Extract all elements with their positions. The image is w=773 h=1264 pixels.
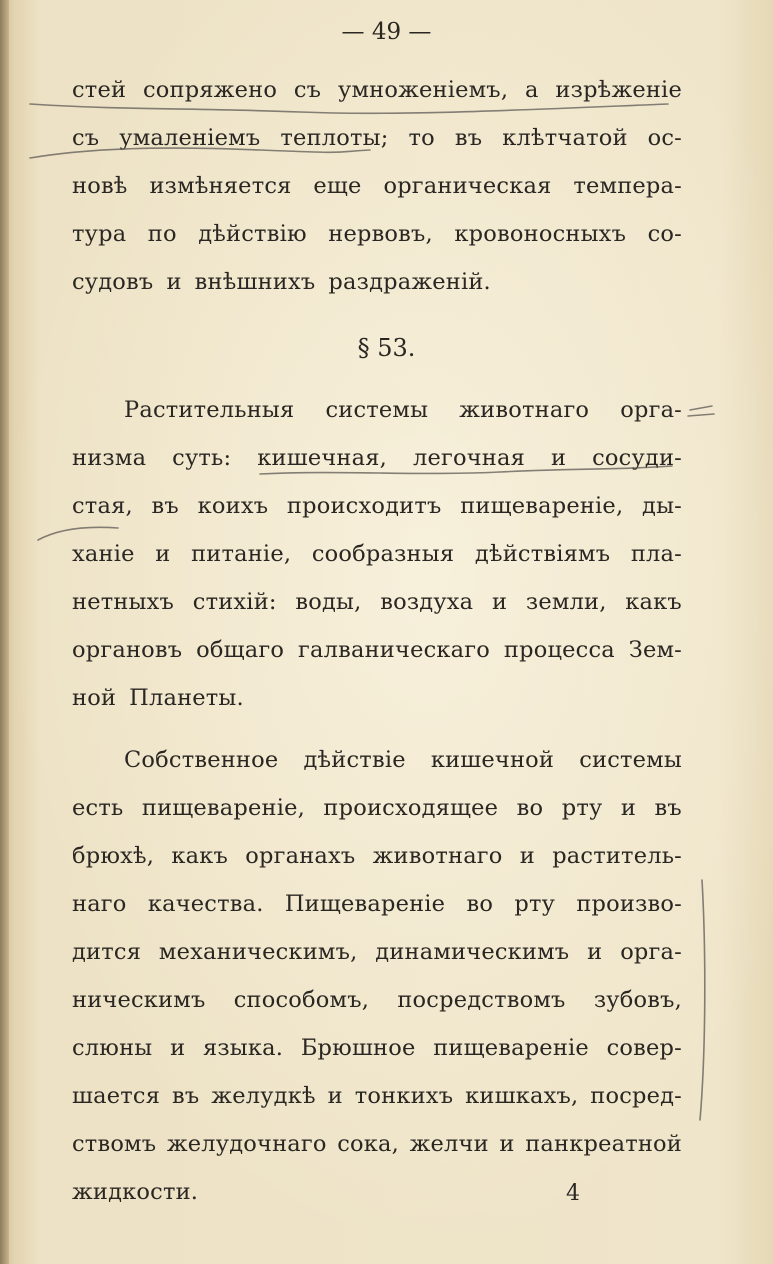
text-line <box>72 832 682 880</box>
word: въ <box>172 1083 200 1109</box>
word: сообразныя <box>311 541 455 567</box>
paragraph-2 <box>72 736 682 1216</box>
word: пищевареніе, <box>460 493 624 519</box>
word: теплоты; <box>280 125 389 151</box>
word: и <box>491 589 508 615</box>
word: стихій: <box>192 589 277 615</box>
word: дѣйствіе <box>303 747 406 773</box>
word: и <box>587 939 603 965</box>
word: и <box>550 445 567 471</box>
word: то <box>408 125 435 151</box>
word: раздраженій. <box>328 269 491 295</box>
word: языка. <box>202 1035 284 1061</box>
pencil-margin-mark <box>688 406 714 416</box>
text-line <box>72 928 682 976</box>
word: органахъ <box>245 843 356 869</box>
word: умаленіемъ <box>119 125 261 151</box>
word: системы <box>325 397 429 423</box>
text-line <box>72 674 682 722</box>
text-line <box>72 114 682 162</box>
word: клѣтчатой <box>502 125 628 151</box>
word: посред- <box>590 1083 682 1109</box>
section-heading: § 53. <box>357 334 416 362</box>
word: кровоносныхъ <box>454 221 627 247</box>
word: ды- <box>642 493 682 519</box>
word: сока, <box>337 1131 400 1157</box>
word: ническимъ <box>72 987 206 1013</box>
word: дѣйствіямъ <box>474 541 611 567</box>
word: Собственное <box>124 747 279 773</box>
word: тонкихъ <box>354 1083 454 1109</box>
word: шается <box>72 1083 161 1109</box>
word: кишкахъ, <box>465 1083 579 1109</box>
word: системы <box>579 747 682 773</box>
word: рту <box>561 795 603 821</box>
text-line <box>72 784 682 832</box>
paragraph-1 <box>72 386 682 722</box>
text-line <box>72 1024 682 1072</box>
word: въ <box>454 125 483 151</box>
word: динамическимъ <box>375 939 570 965</box>
binding-edge <box>0 0 9 1264</box>
word: слюны <box>72 1035 153 1061</box>
word: питаніе, <box>191 541 292 567</box>
word: желудкѣ <box>211 1083 316 1109</box>
word: нервовъ, <box>328 221 433 247</box>
word: стей <box>72 77 127 103</box>
word: брюхѣ, <box>72 843 155 869</box>
word: пищевареніе <box>433 1035 589 1061</box>
word: стая, <box>72 493 133 519</box>
word: процесса <box>503 637 615 663</box>
word: рту <box>514 891 556 917</box>
word: и <box>620 795 637 821</box>
text-line <box>72 880 682 928</box>
word: произво- <box>576 891 682 917</box>
word: есть <box>72 795 124 821</box>
word: изрѣженіе <box>555 77 682 103</box>
word: механическимъ, <box>158 939 358 965</box>
word: происходитъ <box>286 493 442 519</box>
word: какъ <box>171 843 229 869</box>
word: съ <box>293 77 322 103</box>
word: раститель- <box>552 843 682 869</box>
word: происходящее <box>323 795 499 821</box>
word: орга- <box>620 939 682 965</box>
word: земли, <box>525 589 607 615</box>
word: совер- <box>606 1035 682 1061</box>
word: со- <box>647 221 682 247</box>
pencil-margin-bracket <box>700 880 705 1120</box>
text-line <box>72 162 682 210</box>
word: судовъ <box>72 269 154 295</box>
text-line <box>72 386 682 434</box>
word: въ <box>654 795 682 821</box>
word: еще <box>313 173 362 199</box>
word: низма <box>72 445 147 471</box>
word: по <box>147 221 177 247</box>
word: животнаго <box>459 397 590 423</box>
word: желудочнаго <box>166 1131 327 1157</box>
text-line <box>72 210 682 258</box>
word: способомъ, <box>233 987 370 1013</box>
word: воды, <box>295 589 362 615</box>
text-line <box>72 736 682 784</box>
word: органическая <box>383 173 552 199</box>
text-line <box>72 258 682 306</box>
word: тура <box>72 221 127 247</box>
word: Планеты. <box>129 685 244 711</box>
word: пищевареніе, <box>141 795 305 821</box>
word: во <box>466 891 494 917</box>
text-line <box>72 976 682 1024</box>
word: общаго <box>196 637 285 663</box>
word: ос- <box>647 125 682 151</box>
word: Растительныя <box>124 397 295 423</box>
word: сосуди- <box>592 445 682 471</box>
text-line <box>72 1168 682 1216</box>
word: и <box>166 269 182 295</box>
word: Пищевареніе <box>284 891 446 917</box>
word: дѣйствію <box>198 221 307 247</box>
word: умноженіемъ, <box>338 77 509 103</box>
word: коихъ <box>197 493 269 519</box>
word: какъ <box>625 589 682 615</box>
word: органовъ <box>72 637 183 663</box>
word: орга- <box>620 397 682 423</box>
text-line <box>72 66 682 114</box>
word: сопряжено <box>142 77 278 103</box>
word: внѣшнихъ <box>194 269 316 295</box>
word: желчи <box>409 1131 489 1157</box>
word: и <box>170 1035 186 1061</box>
word: галваническаго <box>298 637 491 663</box>
word: легочная <box>412 445 525 471</box>
text-line <box>72 1072 682 1120</box>
word: въ <box>151 493 179 519</box>
word: воздуха <box>380 589 474 615</box>
word: животнаго <box>372 843 503 869</box>
word: и <box>499 1131 515 1157</box>
word: Брюшное <box>300 1035 416 1061</box>
word: панкреатной <box>525 1131 682 1157</box>
word: ствомъ <box>72 1131 157 1157</box>
text-line <box>72 578 682 626</box>
word: дится <box>72 939 142 965</box>
text-line <box>72 482 682 530</box>
word: а <box>524 77 539 103</box>
signature-mark: 4 <box>566 1181 580 1206</box>
word: новѣ <box>72 173 128 199</box>
text-line <box>72 434 682 482</box>
word: Зем- <box>628 637 682 663</box>
page-number: — 49 — <box>341 19 432 45</box>
word: измѣняется <box>149 173 292 199</box>
word: качества. <box>147 891 264 917</box>
word: ной <box>72 685 117 711</box>
word: посредствомъ <box>397 987 566 1013</box>
word: зубовъ, <box>593 987 682 1013</box>
word: кишечной <box>430 747 555 773</box>
word: пла- <box>630 541 682 567</box>
text-line <box>72 530 682 578</box>
word: ханіе <box>72 541 135 567</box>
text-line <box>72 626 682 674</box>
word: темпера- <box>573 173 682 199</box>
paragraph-continued <box>72 66 682 306</box>
word: жидкости. <box>72 1179 199 1205</box>
word: суть: <box>172 445 232 471</box>
word: съ <box>72 125 100 151</box>
word: во <box>516 795 544 821</box>
word: и <box>327 1083 343 1109</box>
word: наго <box>72 891 127 917</box>
word: кишечная, <box>257 445 387 471</box>
word: нетныхъ <box>72 589 175 615</box>
text-line <box>72 1120 682 1168</box>
word: и <box>519 843 535 869</box>
word: и <box>155 541 171 567</box>
